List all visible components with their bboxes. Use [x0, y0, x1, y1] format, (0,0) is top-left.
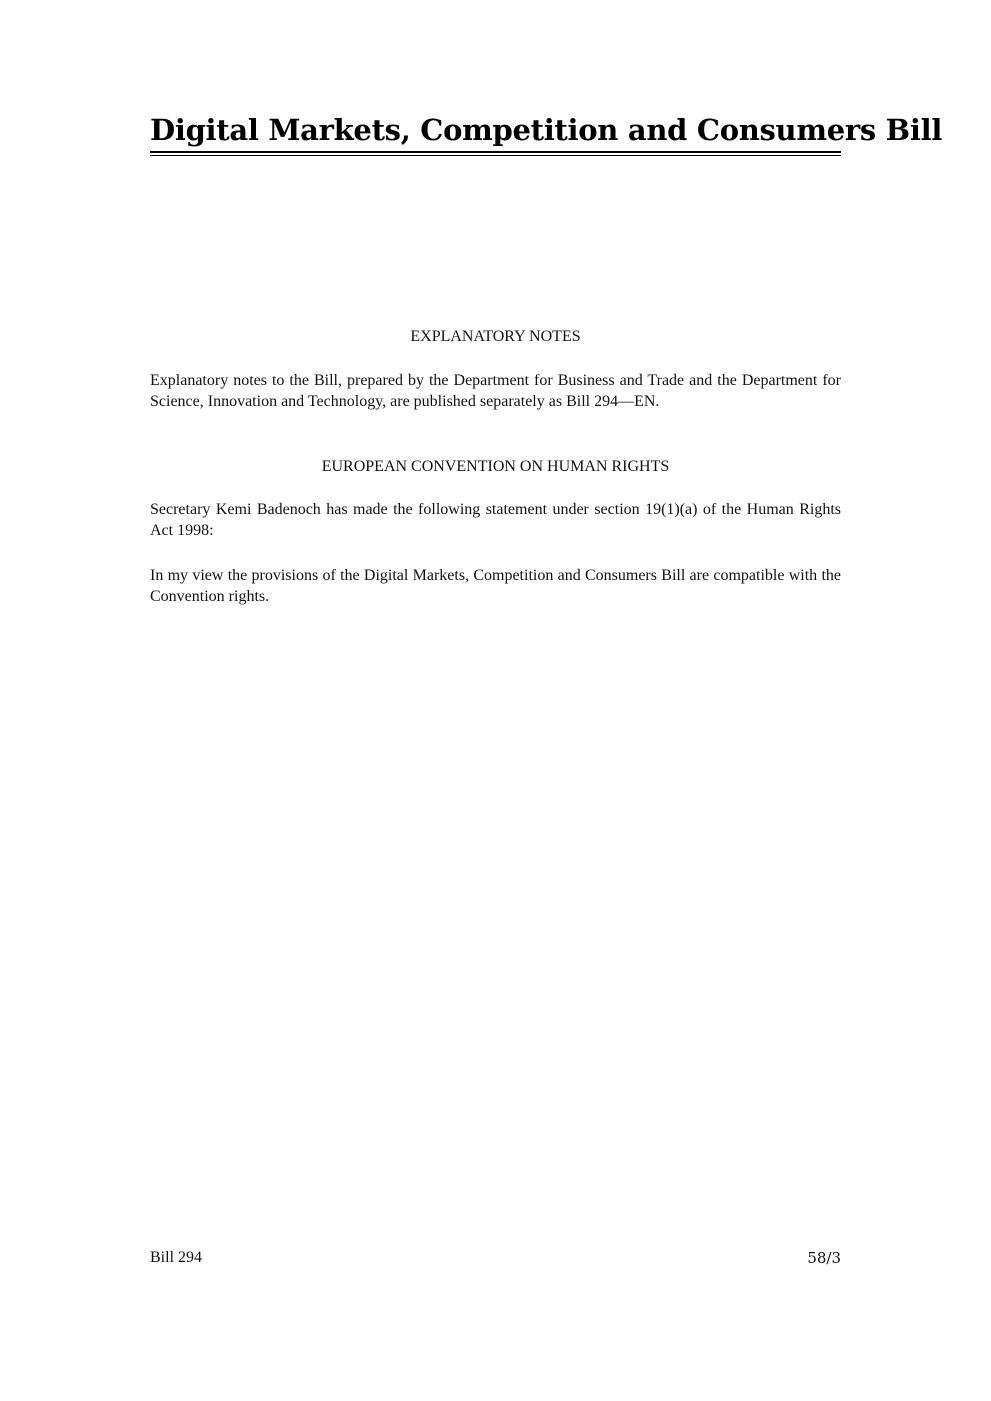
echr-heading: EUROPEAN CONVENTION ON HUMAN RIGHTS [321, 458, 670, 475]
echr-statement-intro: Secretary Kemi Badenoch has made the following statement under section 19(1)(a) of the Human Rights Act 1998: [150, 501, 841, 539]
footer-print-reference: 58/3 [807, 1249, 841, 1267]
footer-bill-number: Bill 294 [150, 1249, 203, 1266]
explanatory-notes-paragraph: Explanatory notes to the Bill, prepared by the Department for Business and Trade and the Department for Science, Innovation and Technology, are published separately as Bill 294—EN. [150, 372, 841, 410]
title-underline-thick [150, 151, 841, 153]
echr-compatibility-statement: In my view the provisions of the Digital Markets, Competition and Consumers Bill are compatible with the Convention rights. [150, 567, 841, 605]
title-underline-thin [150, 155, 841, 156]
explanatory-notes-heading: EXPLANATORY NOTES [410, 328, 581, 345]
bill-title: Digital Markets, Competition and Consumers Bill [150, 113, 943, 147]
